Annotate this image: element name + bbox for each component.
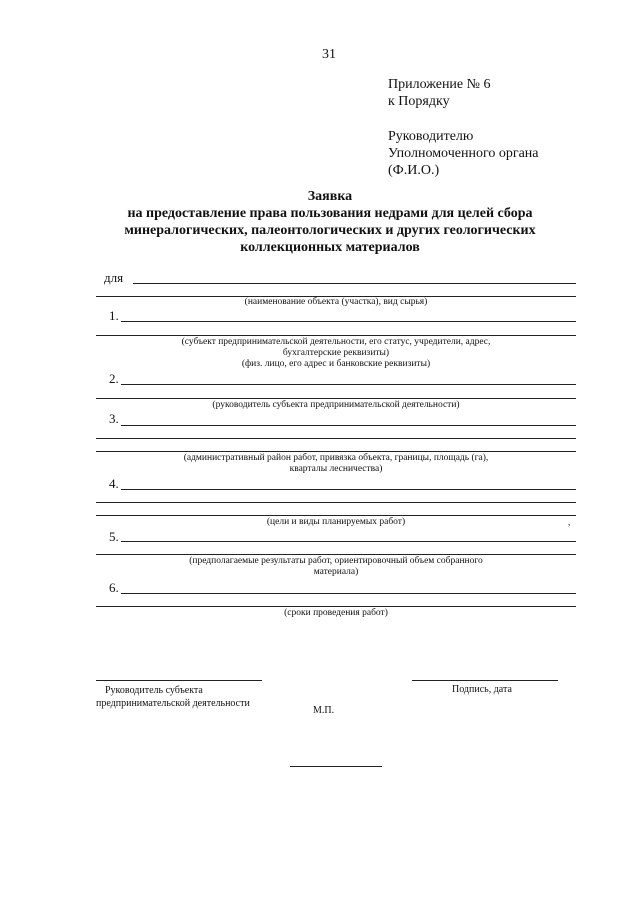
addressee-line-1: Руководителю	[388, 129, 474, 144]
for-label: для	[104, 270, 124, 285]
hint-area-line-2: кварталы лесничества)	[289, 464, 383, 474]
hint-results	[96, 556, 576, 578]
end-separator	[290, 766, 382, 767]
hint-area-line-1: (административный район работ, привязка объекта, границы, площадь (га),	[183, 453, 489, 463]
item-2-field-line-2[interactable]	[96, 398, 576, 399]
addressee-line-3: (Ф.И.О.)	[388, 163, 440, 178]
item-2-field-line[interactable]	[121, 384, 576, 385]
addressee-line-2: Уполномоченного органа	[388, 146, 539, 161]
item-3-field-line-3[interactable]	[96, 451, 576, 452]
item-5-field-line-2[interactable]	[96, 554, 576, 555]
item-3-field-line[interactable]	[121, 425, 576, 426]
hint-goals: (цели и виды планируемых работ)	[266, 517, 406, 527]
title-line-1: Заявка	[307, 189, 353, 204]
hint-results-line-1: (предполагаемые результаты работ, ориентировочный объем собранного	[189, 556, 483, 566]
item-5-number: 5.	[109, 529, 119, 544]
item-1-field-line-2[interactable]	[96, 335, 576, 336]
item-6-number: 6.	[109, 580, 119, 595]
appendix-line-2: к Порядку	[388, 94, 450, 109]
appendix-block	[388, 76, 491, 110]
hint-terms: (сроки проведения работ)	[284, 608, 388, 618]
hint-subject	[96, 337, 576, 370]
document-title	[80, 188, 580, 256]
hint-subject-line-3: (физ. лицо, его адрес и банковские реквизиты)	[241, 359, 431, 369]
item-5-field-line[interactable]	[121, 541, 576, 542]
stray-mark: ,	[568, 517, 571, 527]
item-6-field-line-2[interactable]	[96, 606, 576, 607]
signature-left-line-2: предпринимательской деятельности	[96, 698, 250, 709]
signature-right-line[interactable]	[412, 680, 558, 681]
appendix-line-1: Приложение № 6	[388, 77, 491, 92]
item-4-field-line-3[interactable]	[96, 515, 576, 516]
item-1-field-line[interactable]	[121, 321, 576, 322]
item-3-field-line-2[interactable]	[96, 438, 576, 439]
item-2-number: 2.	[109, 371, 119, 386]
stamp-label: М.П.	[313, 705, 335, 716]
item-1-number: 1.	[109, 308, 119, 323]
hint-subject-line-2: бухгалтерские реквизиты)	[282, 348, 390, 358]
item-4-field-line-2[interactable]	[96, 502, 576, 503]
signature-left-caption	[96, 684, 250, 710]
page-number: 31	[322, 47, 336, 62]
item-4-number: 4.	[109, 476, 119, 491]
title-line-2: на предоставление права пользования недрами для целей сбора	[127, 206, 533, 221]
signature-left-line-1: Руководитель субъекта	[105, 685, 203, 696]
item-4-field-line[interactable]	[121, 489, 576, 490]
title-line-4: коллекционных материалов	[240, 240, 420, 255]
hint-area	[96, 453, 576, 475]
hint-results-line-2: материала)	[313, 567, 359, 577]
signature-right-caption: Подпись, дата	[452, 684, 512, 695]
title-line-3: минералогических, палеонтологических и других геологических	[124, 223, 536, 238]
hint-subject-line-1: (субъект предпринимательской деятельности, его статус, учредители, адрес,	[181, 337, 491, 347]
signature-left-line[interactable]	[96, 680, 262, 681]
hint-object: (наименование объекта (участка), вид сырья)	[244, 297, 428, 307]
for-field-line[interactable]	[133, 283, 576, 284]
addressee-block	[388, 128, 539, 179]
item-6-field-line[interactable]	[121, 593, 576, 594]
item-3-number: 3.	[109, 411, 119, 426]
hint-head: (руководитель субъекта предпринимательской деятельности)	[212, 400, 460, 410]
